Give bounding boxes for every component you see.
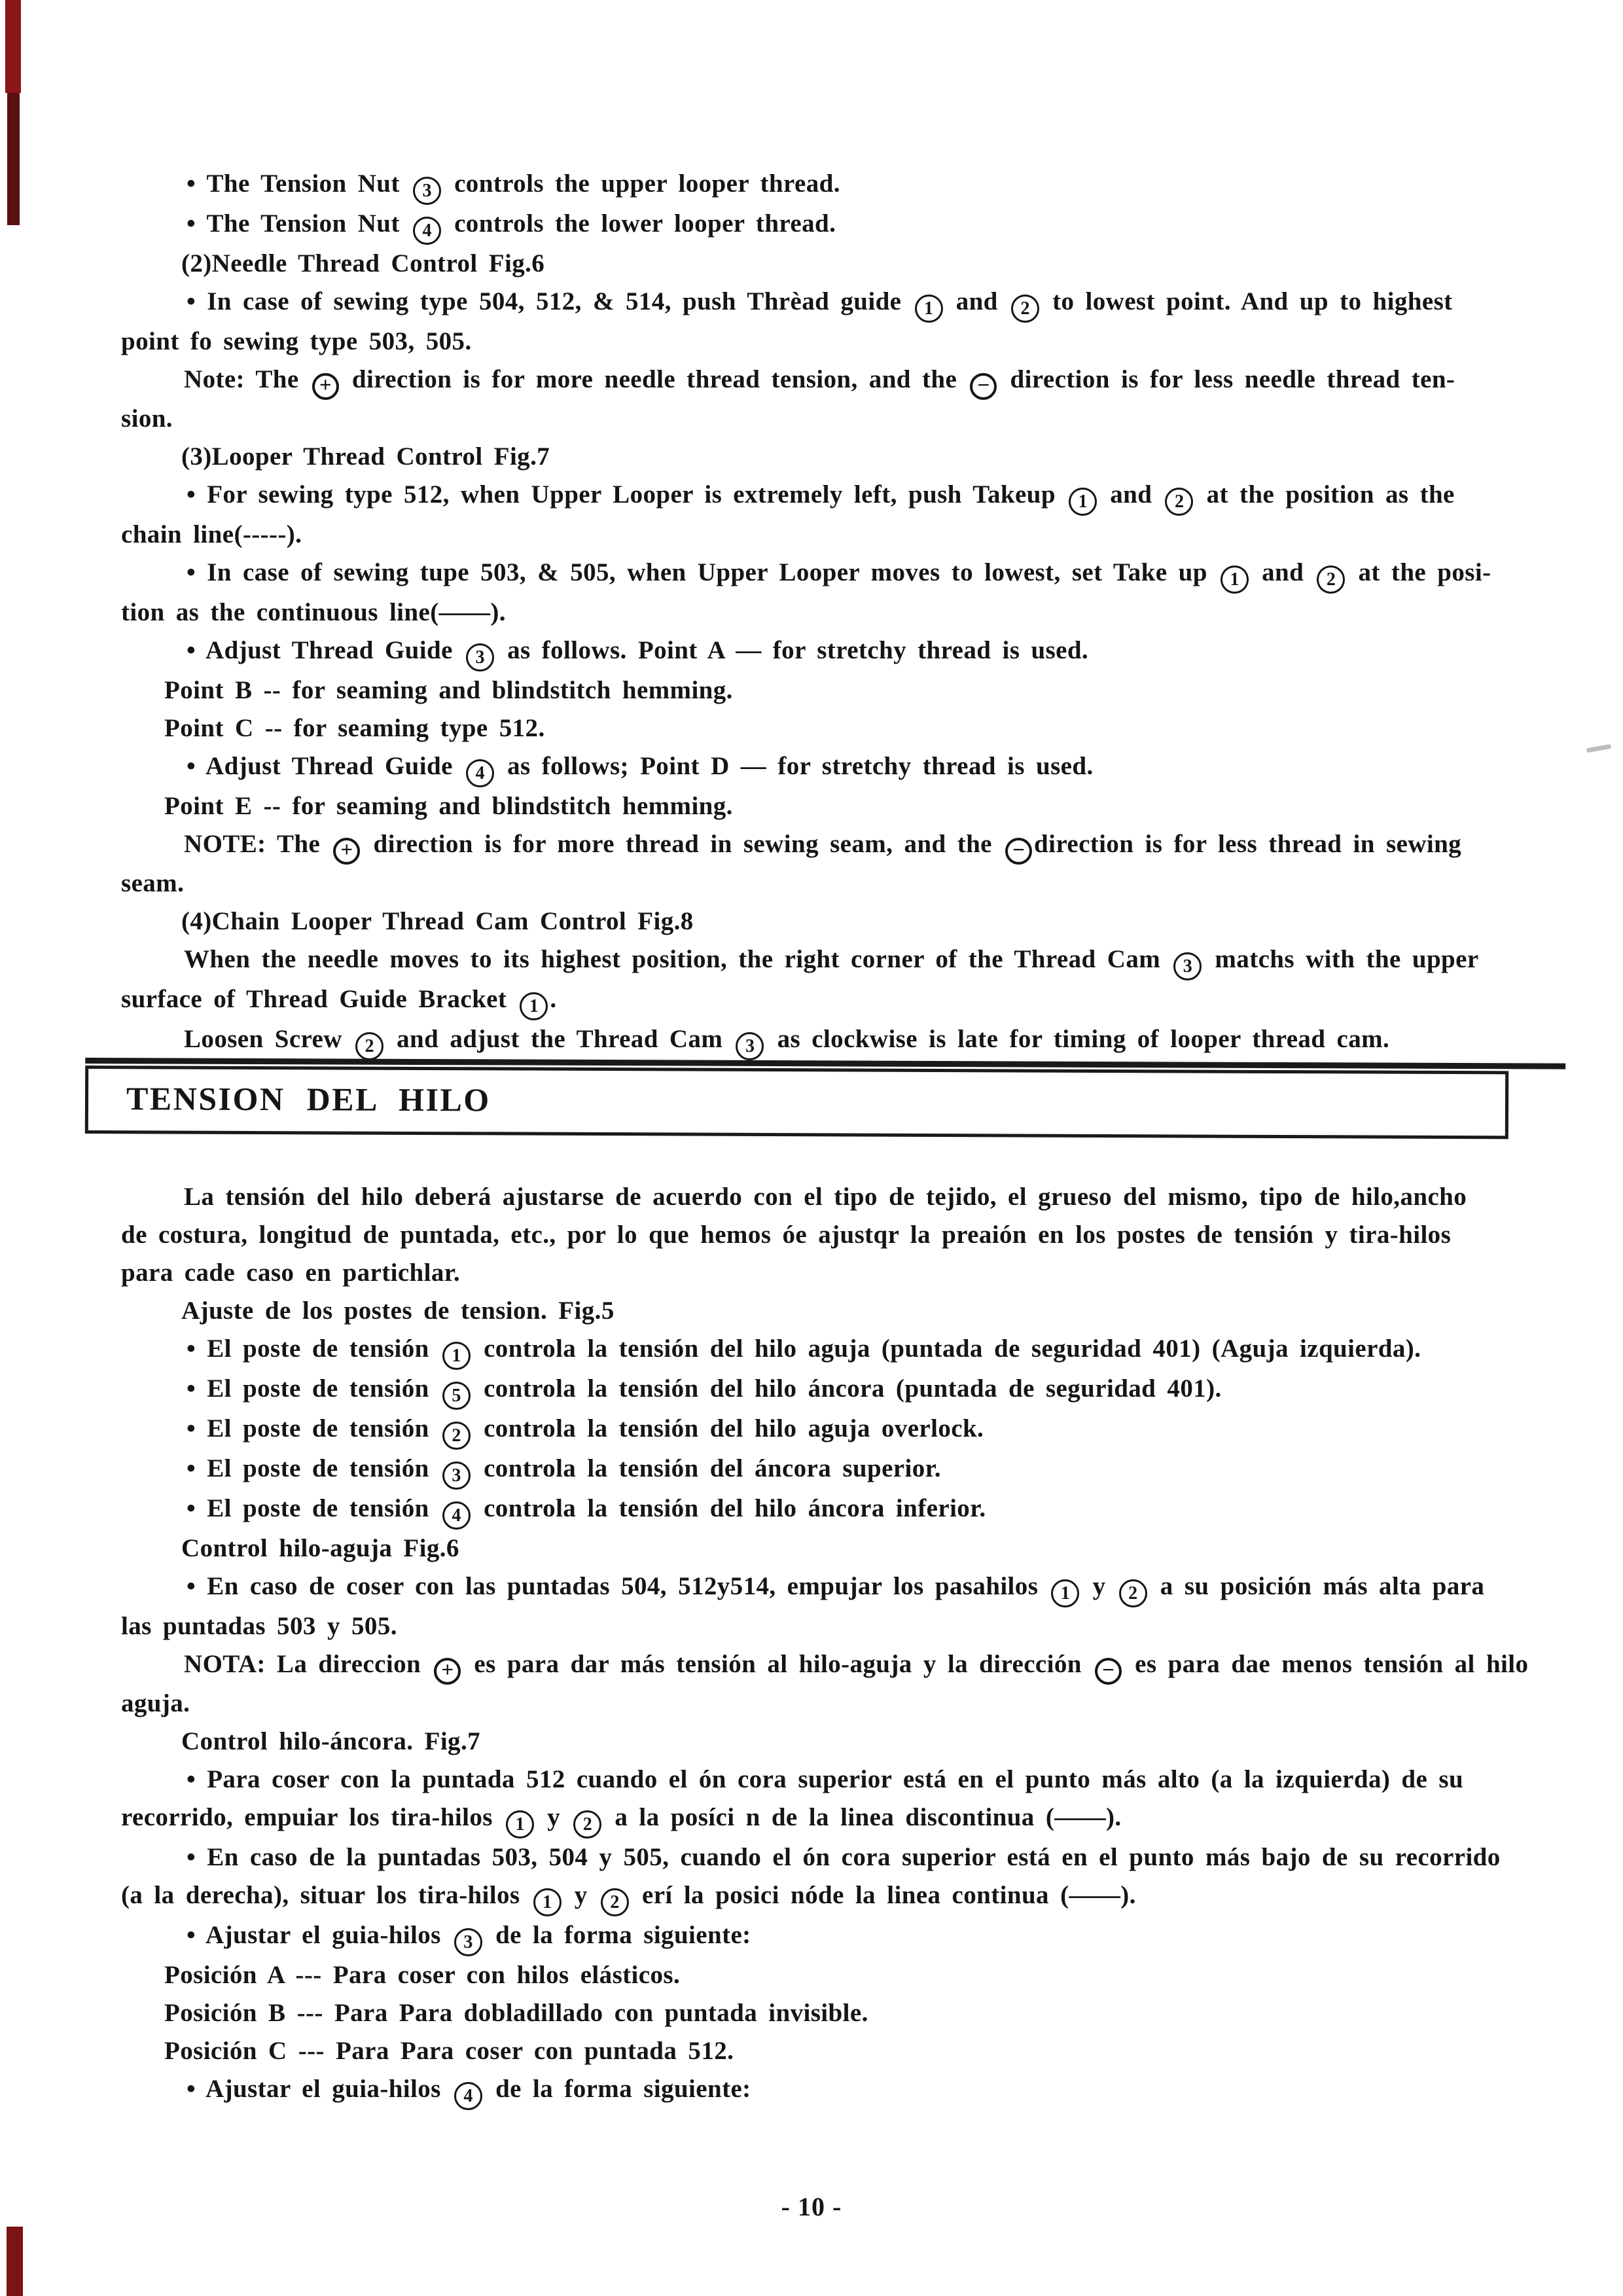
text-line: Control hilo-áncora. Fig.7 <box>181 1727 480 1755</box>
circled-number: 1 <box>915 295 943 323</box>
plus-circle-symbol: + <box>434 1658 461 1685</box>
minus-circle-symbol: − <box>970 373 997 400</box>
text-line: • El poste de tensión 2 controla la tensión del hilo aguja overlock. <box>121 1410 1528 1450</box>
text-line: (3)Looper Thread Control Fig.7 <box>181 442 550 471</box>
text-line: Posición A --- Para coser con hilos elásticos. <box>164 1961 681 1989</box>
circled-number: 1 <box>442 1342 471 1370</box>
text-line: chain line(-----). <box>121 520 302 548</box>
scan-artifact-left-bottom <box>7 2227 23 2296</box>
plus-circle-symbol: + <box>333 838 360 865</box>
text-line: Control hilo-aguja Fig.6 <box>181 1534 459 1562</box>
text-line: NOTA: La direccion + es para dar más tensión al hilo-aguja y la dirección − es para dae menos tensión al hilo <box>121 1645 1528 1685</box>
text-line: • El poste de tensión 4 controla la tensión del hilo áncora inferior. <box>121 1490 1528 1530</box>
text-line: NOTE: The + direction is for more thread in sewing seam, and the − direction is for less thread in sewing <box>121 825 1528 865</box>
circled-number: 5 <box>442 1382 471 1410</box>
text-line: (4)Chain Looper Thread Cam Control Fig.8 <box>181 907 694 935</box>
text-line: • El poste de tensión 3 controla la tensión del áncora superior. <box>121 1450 1528 1490</box>
text-line: • The Tension Nut 3 controls the upper looper thread. <box>121 165 1528 205</box>
circled-number: 1 <box>1221 565 1249 594</box>
circled-number: 3 <box>454 1928 482 1956</box>
circled-number: 3 <box>466 643 494 672</box>
text-line: When the needle moves to its highest position, the right corner of the Thread Cam 3 matchs with the upper <box>121 941 1528 980</box>
circled-number: 1 <box>1051 1579 1079 1607</box>
text-line: Ajuste de los postes de tension. Fig.5 <box>181 1297 615 1325</box>
text-line: de costura, longitud de puntada, etc., por lo que hemos óe ajustqr la preaión en los postes de tensión y tira-hilos <box>121 1221 1452 1249</box>
circled-number: 2 <box>355 1032 383 1060</box>
plus-circle-symbol: + <box>312 373 339 400</box>
text-line: • Adjust Thread Guide 4 as follows; Point D — for stretchy thread is used. <box>121 747 1528 787</box>
circled-number: 3 <box>413 177 441 205</box>
circled-number: 2 <box>1317 565 1345 594</box>
text-line: La tensión del hilo deberá ajustarse de acuerdo con el tipo de tejido, el grueso del mismo, tipo de hilo,ancho <box>184 1183 1467 1211</box>
text-line: Posición B --- Para Para dobladillado con puntada invisible. <box>164 1999 868 2027</box>
text-line: Note: The + direction is for more needle thread tension, and the − direction is for less needle thread ten- <box>121 361 1528 400</box>
circled-number: 1 <box>533 1888 562 1916</box>
circled-number: 2 <box>442 1422 471 1450</box>
circled-number: 2 <box>601 1888 629 1916</box>
text-line: Loosen Screw 2 and adjust the Thread Cam 3 as clockwise is late for timing of looper thread cam. <box>121 1020 1528 1060</box>
circled-number: 2 <box>1165 488 1193 516</box>
text-line: • Ajustar el guia-hilos 3 de la forma siguiente: <box>121 1916 1528 1956</box>
text-line: (2)Needle Thread Control Fig.6 <box>181 249 545 278</box>
text-line: para cade caso en partichlar. <box>121 1259 461 1287</box>
text-line: Point E -- for seaming and blindstitch hemming. <box>164 792 733 820</box>
text-line: sion. <box>121 404 173 433</box>
text-line: aguja. <box>121 1689 190 1717</box>
text-line: (a la derecha), situar los tira-hilos 1 y 2 erí la posici nóde la linea continua (——). <box>121 1876 1528 1916</box>
section-header-box <box>85 1066 1508 1139</box>
text-line: • For sewing type 512, when Upper Looper is extremely left, push Takeup 1 and 2 at the position as the <box>121 476 1528 516</box>
text-line: point fo sewing type 503, 505. <box>121 327 472 355</box>
text-line: Point C -- for seaming type 512. <box>164 714 545 742</box>
text-line: • Para coser con la puntada 512 cuando el ón cora superior está en el punto más alto (a la izquierda) de su <box>187 1765 1464 1793</box>
text-line: surface of Thread Guide Bracket 1 . <box>121 980 1528 1020</box>
text-line: • En caso de coser con las puntadas 504, 512y514, empujar los pasahilos 1 y 2 a su posición más alta para <box>121 1568 1528 1607</box>
circled-number: 4 <box>466 759 494 787</box>
text-line: • In case of sewing tupe 503, & 505, when Upper Looper moves to lowest, set Take up 1 and 2 at the posi- <box>121 554 1528 594</box>
english-text-block <box>121 165 1528 1060</box>
circled-number: 4 <box>442 1501 471 1530</box>
circled-number: 4 <box>454 2082 482 2110</box>
scan-artifact-left-top <box>5 0 21 93</box>
text-line: • In case of sewing type 504, 512, & 514, push Thrèad guide 1 and 2 to lowest point. And up to highest <box>121 283 1528 323</box>
text-line: • The Tension Nut 4 controls the lower looper thread. <box>121 205 1528 245</box>
circled-number: 3 <box>442 1462 471 1490</box>
scan-artifact-left-top-lower <box>7 93 20 225</box>
text-line: Point B -- for seaming and blindstitch hemming. <box>164 676 733 704</box>
text-line: • Adjust Thread Guide 3 as follows. Point A — for stretchy thread is used. <box>121 632 1528 672</box>
scan-artifact-right-dash <box>1586 744 1612 753</box>
spanish-text-block <box>121 1178 1528 2110</box>
text-line: Posición C --- Para Para coser con puntada 512. <box>164 2037 734 2065</box>
minus-circle-symbol: − <box>1005 838 1032 865</box>
text-line: • El poste de tensión 1 controla la tensión del hilo aguja (puntada de seguridad 401) (Aguja izquierda). <box>121 1330 1528 1370</box>
circled-number: 1 <box>520 992 548 1020</box>
text-line: tion as the continuous line(——). <box>121 598 506 626</box>
page-number: - 10 - <box>781 2192 842 2221</box>
section-title: TENSION DEL HILO <box>126 1080 491 1119</box>
circled-number: 3 <box>1173 952 1202 980</box>
circled-number: 2 <box>1119 1579 1147 1607</box>
circled-number: 2 <box>573 1810 601 1839</box>
circled-number: 4 <box>413 217 441 245</box>
circled-number: 3 <box>736 1032 764 1060</box>
text-line: • Ajustar el guia-hilos 4 de la forma siguiente: <box>121 2070 1528 2110</box>
text-line: • El poste de tensión 5 controla la tensión del hilo áncora (puntada de seguridad 401). <box>121 1370 1528 1410</box>
circled-number: 1 <box>1069 488 1097 516</box>
minus-circle-symbol: − <box>1095 1658 1122 1685</box>
text-line: seam. <box>121 869 185 897</box>
text-line: las puntadas 503 y 505. <box>121 1612 397 1640</box>
circled-number: 1 <box>506 1810 534 1839</box>
text-line: • En caso de la puntadas 503, 504 y 505, cuando el ón cora superior está en el punto más bajo de su recorrido <box>187 1843 1501 1871</box>
circled-number: 2 <box>1011 295 1039 323</box>
text-line: recorrido, empuiar los tira-hilos 1 y 2 a la posíci n de la linea discontinua (——). <box>121 1799 1528 1839</box>
